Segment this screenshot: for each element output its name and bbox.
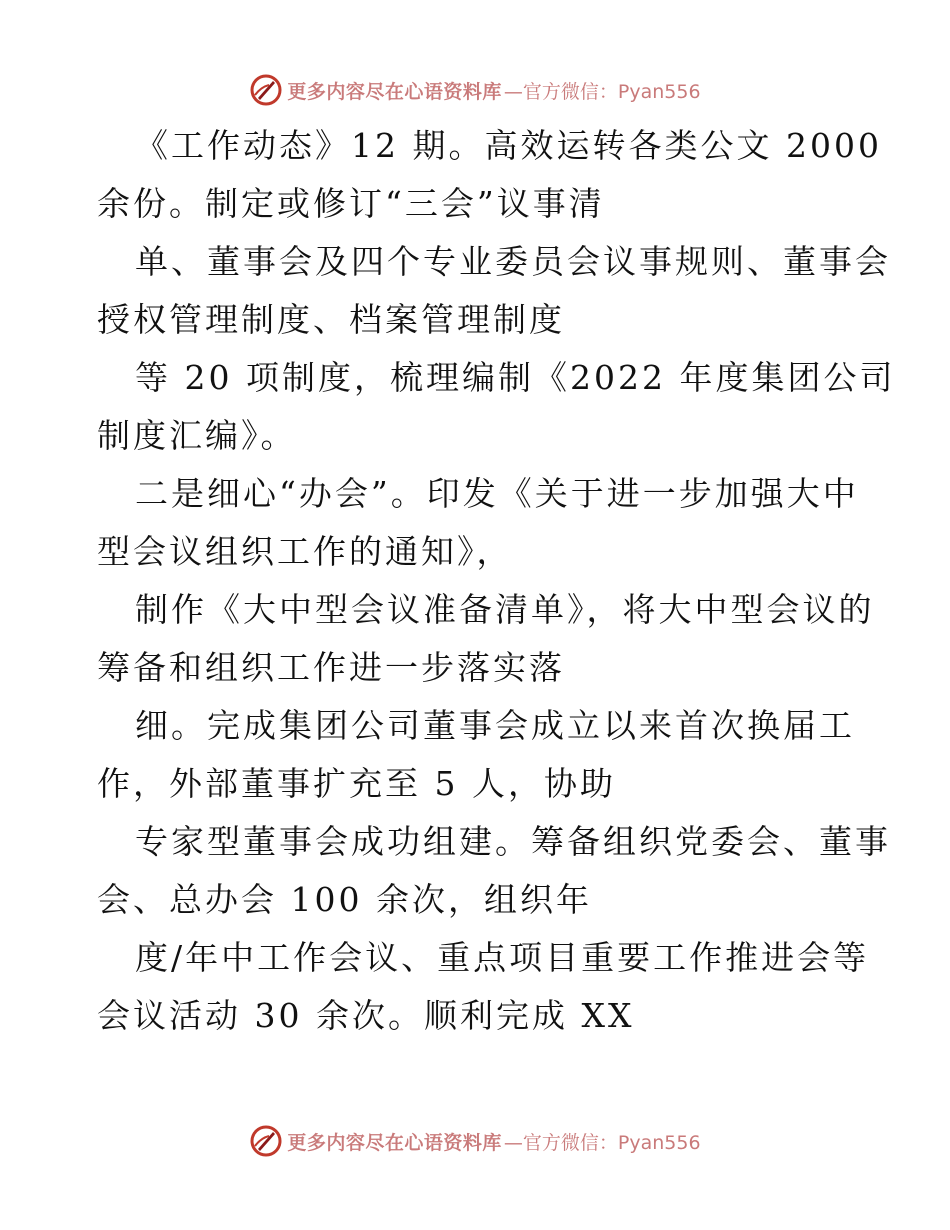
body-line: 度/年中工作会议、重点项目重要工作推进会等 <box>135 938 870 977</box>
body-line: 单、董事会及四个专业委员会议事规则、董事会 <box>135 242 891 281</box>
body-line: 专家型董事会成功组建。筹备组织党委会、董事 <box>135 822 891 861</box>
body-line: 会议活动 30 余次。顺利完成 XX <box>97 996 635 1035</box>
watermark-main-text: 更多内容尽在心语资料库 <box>287 80 502 103</box>
quill-logo-icon <box>249 1124 283 1158</box>
body-line: 型会议组织工作的通知》， <box>97 532 513 571</box>
body-line: 会、总办会 100 余次，组织年 <box>97 880 592 919</box>
body-line: 细。完成集团公司董事会成立以来首次换届工 <box>135 706 855 745</box>
watermark-sub-text: —官方微信：Pyan556 <box>503 80 701 103</box>
watermark-sub-text: —官方微信：Pyan556 <box>503 1131 701 1154</box>
body-line: 等 20 项制度，梳理编制《2022 年度集团公司 <box>135 358 896 397</box>
quill-logo-icon <box>249 73 283 107</box>
body-line: 制度汇编》。 <box>97 416 297 455</box>
body-line: 授权管理制度、档案管理制度 <box>97 300 565 339</box>
body-line: 筹备和组织工作进一步落实落 <box>97 648 565 687</box>
body-line: 余份。制定或修订“三会”议事清 <box>97 184 605 223</box>
watermark-header <box>0 70 950 110</box>
body-line: 制作《大中型会议准备清单》，将大中型会议的 <box>135 590 875 629</box>
watermark-main-text: 更多内容尽在心语资料库 <box>287 1131 502 1154</box>
body-line: 作，外部董事扩充至 5 人，协助 <box>97 764 616 803</box>
body-line: 《工作动态》12 期。高效运转各类公文 2000 <box>135 126 882 165</box>
watermark-footer <box>0 1121 950 1161</box>
body-line: 二是细心“办会”。印发《关于进一步加强大中 <box>135 474 859 513</box>
